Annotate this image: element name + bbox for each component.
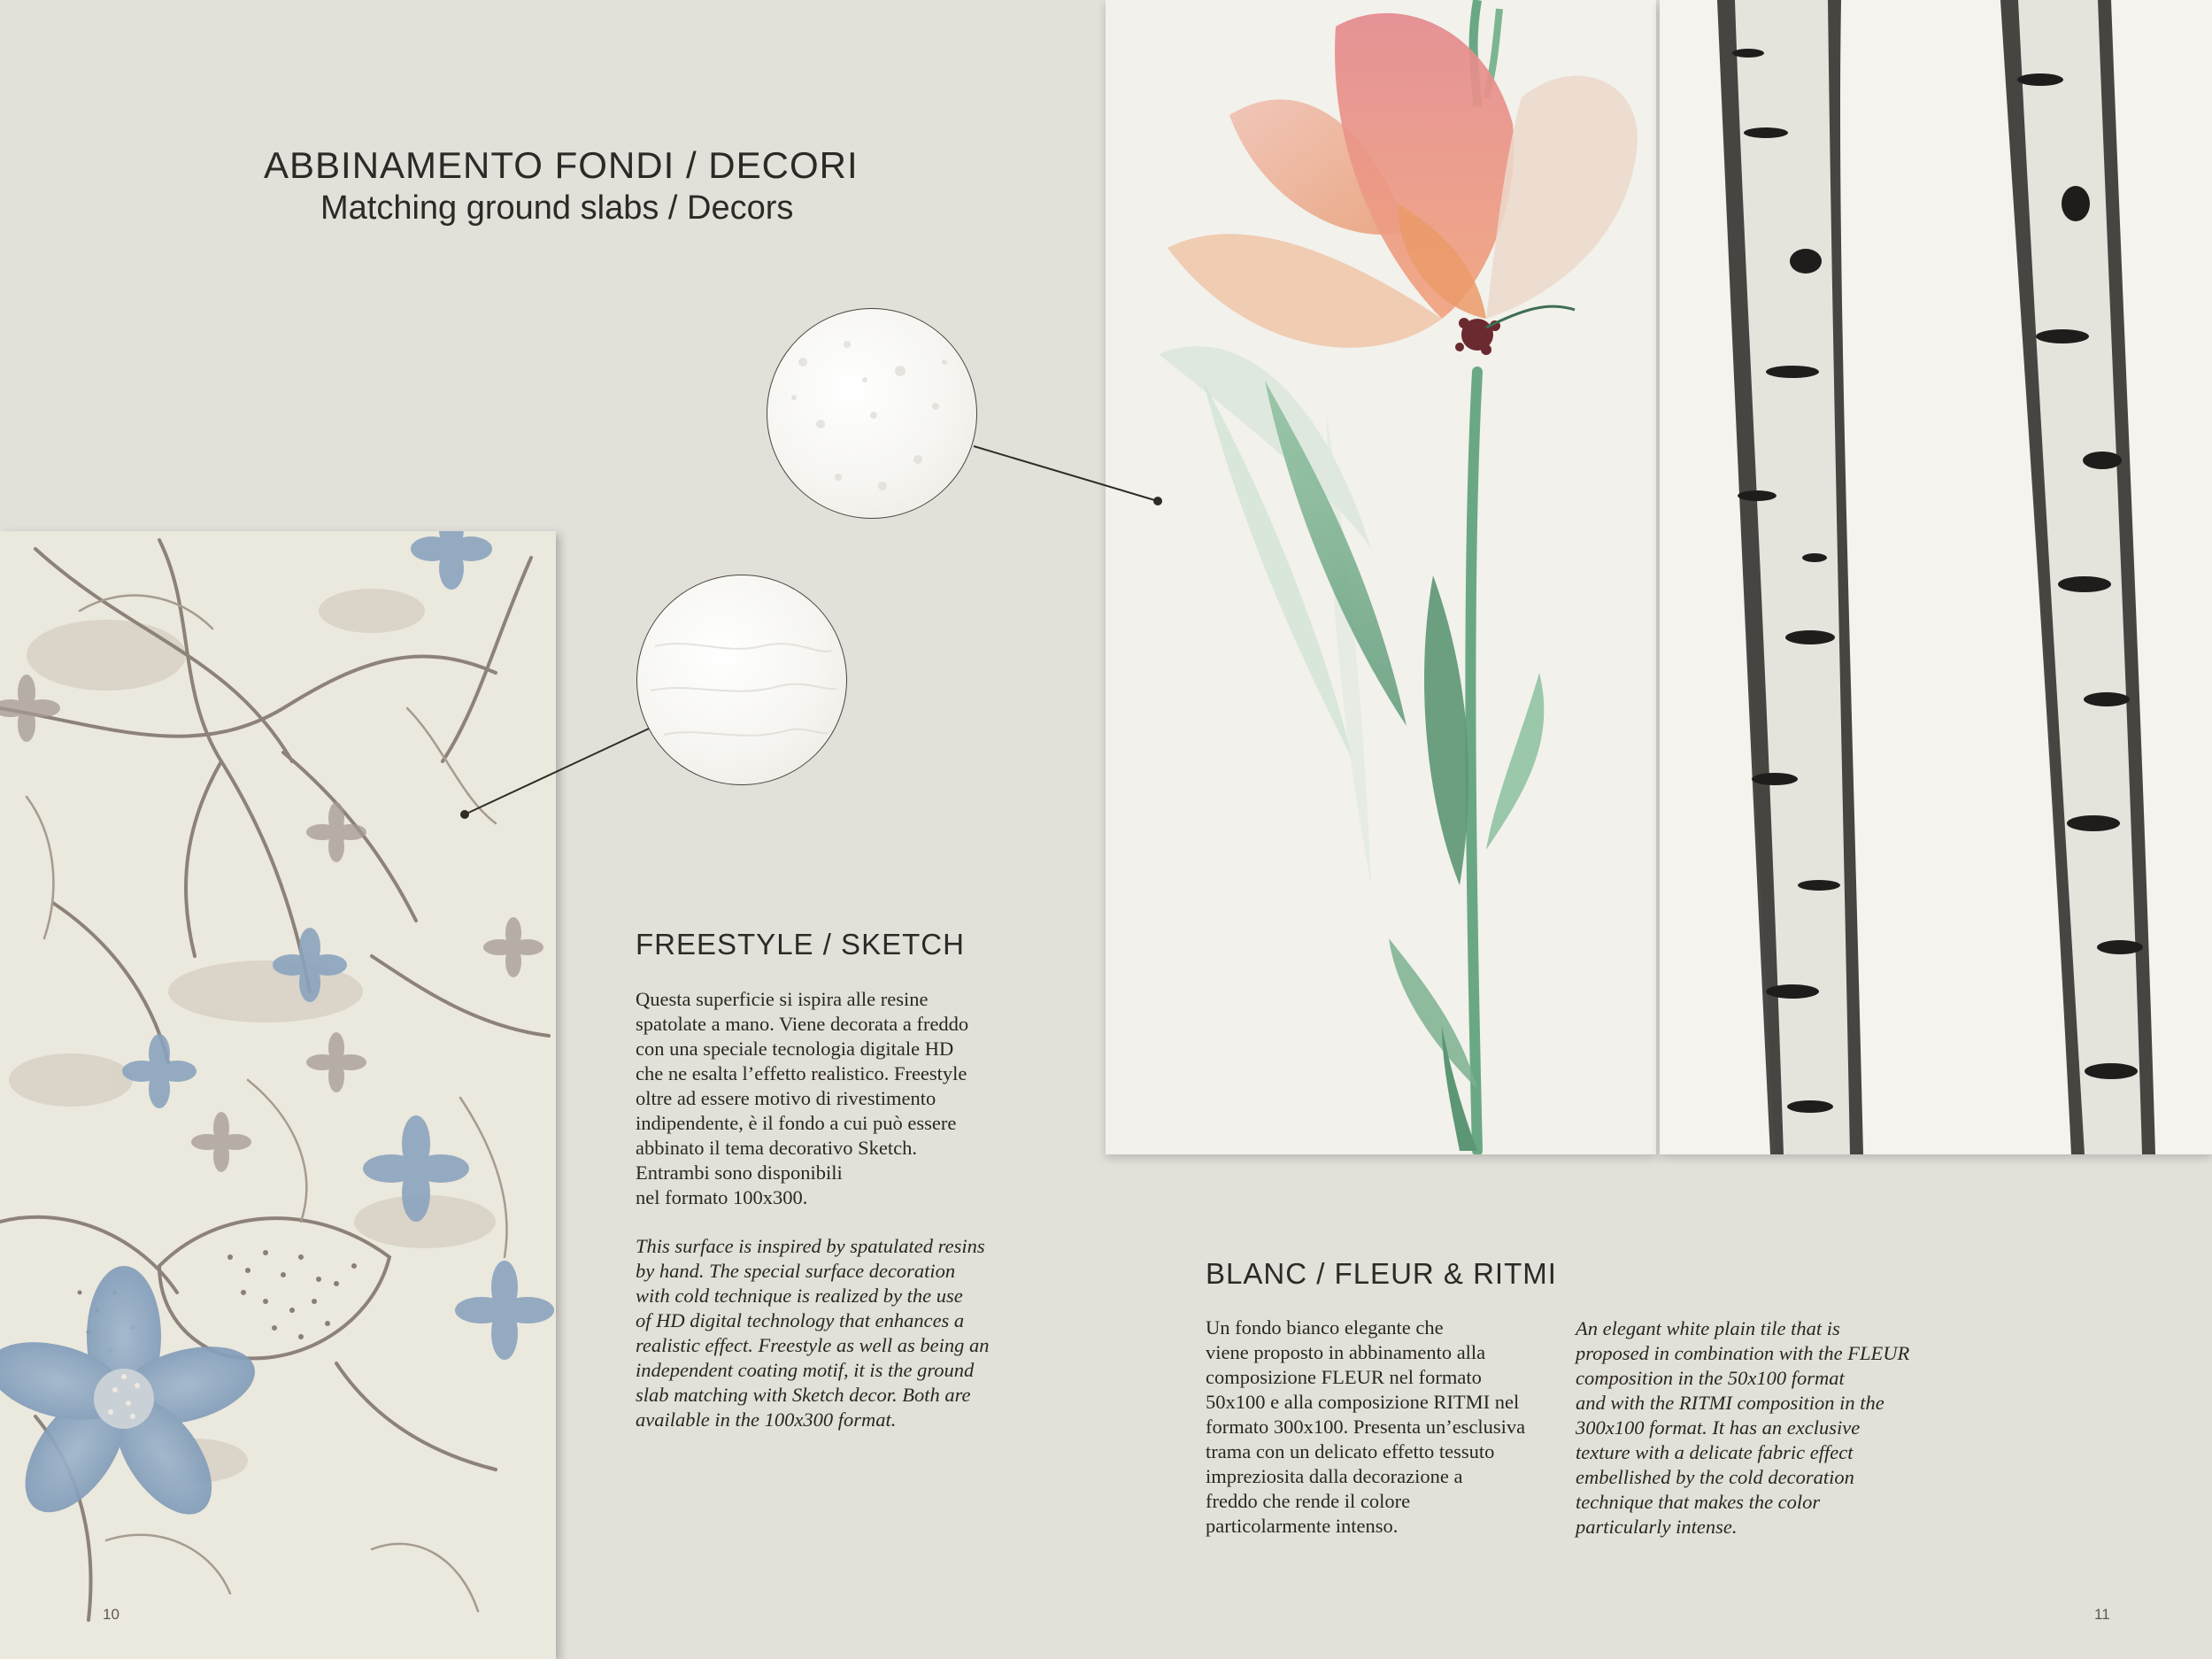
freestyle-section-title: FREESTYLE / SKETCH xyxy=(636,928,965,961)
freestyle-text-it: Questa superficie si ispira alle resine spatolate a mano. Viene decorata a freddo con una speciale tecnologia digitale HD che ne esalta l’effetto realistico. Freestyle oltre ad essere motivo di rivestimento indipendente, è il fondo a cui può essere abbinato il tema decorativo Sketch. Entrambi sono disponibili nel formato 100x300. xyxy=(636,988,969,1208)
page-title: ABBINAMENTO FONDI / DECORI xyxy=(264,144,859,186)
blanc-text-it: Un fondo bianco elegante che viene proposto in abbinamento alla composizione FLEUR nel formato 50x100 e alla composizione RITMI nel formato 300x100. Presenta un’esclusiva trama con un delicato effetto tessuto impreziosita dalla decorazione a freddo che rende il colore particolarmente intenso. xyxy=(1206,1316,1526,1537)
blanc-text-en: An elegant white plain tile that is proposed in combination with the FLEUR composition in the 50x100 format and with the RITMI composition in the 300x100 format. It has an exclusive texture with a delicate fabric effect embellished by the cold decoration technique that makes the color particularly intense. xyxy=(1576,1317,1910,1538)
page-subtitle: Matching ground slabs / Decors xyxy=(320,189,794,227)
blanc-section-title: BLANC / FLEUR & RITMI xyxy=(1206,1257,1557,1290)
freestyle-text-en: This surface is inspired by spatulated resins by hand. The special surface decoration with cold technique is realized by the use of HD digital technology that enhances a realistic effect. Freestyle as well as being an independent coating motif, it is the ground slab matching with Sketch decor. Both are available in the 100x300 format. xyxy=(636,1235,990,1431)
page-number-left: 10 xyxy=(103,1606,119,1623)
page-number-right: 11 xyxy=(2094,1606,2110,1623)
